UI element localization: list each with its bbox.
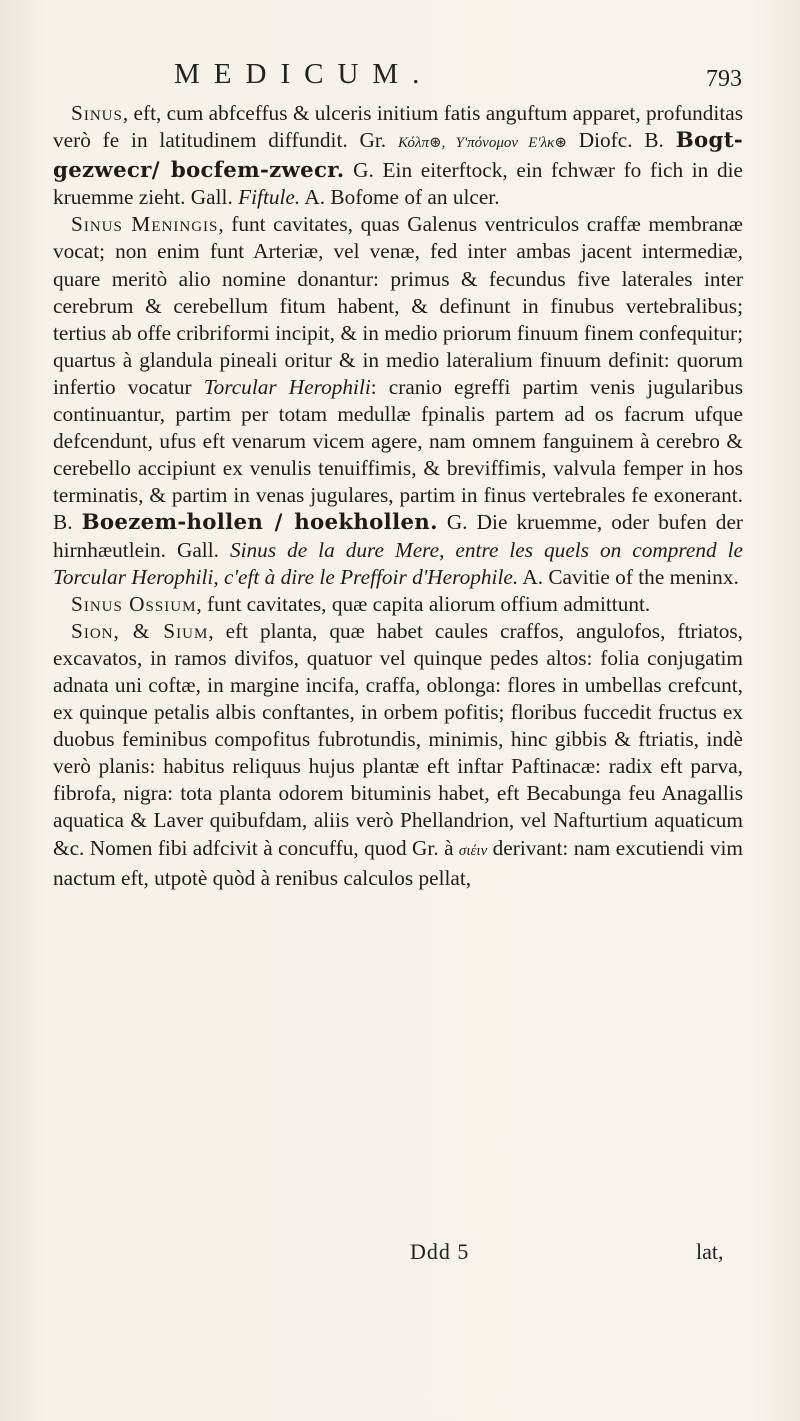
page-number: 793 (706, 66, 742, 92)
greek-term: Κόλπ⊛, Υ'πόνομον Ε'λκ⊛ (397, 135, 567, 152)
entry-sion: Sion, & Sium, eft planta, quæ habet caules craffos, angulofos, ftriatos, excavatos, in ramos divifos, quatuor vel quinque pedes altos: folia conjugatim adnata uni coftæ, in margine incifa, craffa, oblonga: flores in umbellas crefcunt, ex quinque petalis albis conftantes, in orbem pofitis; floribus fuccedit fructus ex duobus feminibus compofitus fubrotundis, minimis, hinc gibbis & ftriatis, indè verò planis: habitus reliquus hujus plantæ eft inftar Paftinacæ: radix eft parva, fibrofa, nigra: tota planta odorem bituminis habet, eft Becabunga feu Anagallis aquatica & Laver quibufdam, aliis verò Phellandrion, vel Nafturtium aquaticum &c. Nomen fibi adfcivit à concuffu, quod Gr. à σιέιν derivant: nam excutiendi vim nactum eft, utpotè quòd à renibus calculos pellat, (53, 618, 743, 890)
latin-term: Torcular Herophili (203, 374, 371, 399)
signature-mark: Ddd 5 (410, 1239, 470, 1264)
page-footer (0, 1239, 800, 1269)
entry-sinus-meningis: Sinus Meningis, funt cavitates, quas Galenus ventriculos craffæ membranæ vocat; non enim funt Arteriæ, vel venæ, fed inter ambas jacent intermediæ, quare meritò alio nomine donantur: primus & fecundus five laterales inter cerebrum & cerebellum fitum habent, & definunt in finubus vertebralibus; tertius ab offe cribriformi incipit, & in medio priorum finuum finem confequitur; quartus à glandula pineali oritur & in medio lateralium finuum definit: quorum infertio vocatur Torcular Herophili: cranio egreffi partim venis jugularibus continuantur, partim per totam medullæ fpinalis partem ad os facrum ufque defcendunt, ufus eft venarum vicem agere, nam omnem fanguinem à cerebro & cerebello accipiunt ex venulis tenuiffimis, & breviffimis, valvula femper in hos terminatis, & partim in venas jugulares, partim in finus vertebrales fe exonerant. B. Boezem-hollen / hoekhollen. G. Die kruemme, oder bufen der hirnhæutlein. Gall. Sinus de la dure Mere, entre les quels on comprend le Torcular Herophili, c'eft à dire le Preffoir d'Herophile. A. Cavitie of the meninx. (53, 212, 743, 589)
headword: Sinus Meningis (71, 212, 219, 237)
entry-sinus-ossium: Sinus Ossium, funt cavitates, quæ capita aliorum offium admittunt. (71, 591, 651, 616)
german-blackletter-term: Boezem-hollen / hoekhollen. (81, 510, 438, 536)
running-title: MEDICUM. (174, 58, 434, 90)
entry-sinus: Sinus, eft, cum abfceffus & ulceris initium fatis anguftum apparet, profunditas verò fe in latitudinem diffundit. Gr. Κόλπ⊛, Υ'πόνομον Ε'λκ⊛ Diofc. B. Bogt-gezwecr/ bocfem-zwecr. G. Ein eiterftock, ein fchwær fo fich in die kruemme zieht. Gall. Fiftule. A. Bofome of an ulcer. (53, 101, 743, 210)
body-text (53, 100, 743, 892)
german-blackletter-term: Bogt-gezwecr/ bocfem-zwecr. (53, 128, 743, 184)
running-head (0, 56, 800, 106)
headword: Sinus (71, 101, 123, 125)
french-term: Sinus de la dure Mere, entre les quels on comprend le Torcular Herophili, c'eft à dire le Preffoir d'Herophile. (53, 537, 743, 589)
headword: Sion, & Sium (71, 618, 209, 643)
headword: Sinus Ossium (71, 591, 197, 616)
catchword: lat, (696, 1239, 724, 1264)
french-term: Fiftule. (238, 185, 301, 210)
greek-term: σιέιν (458, 842, 488, 859)
